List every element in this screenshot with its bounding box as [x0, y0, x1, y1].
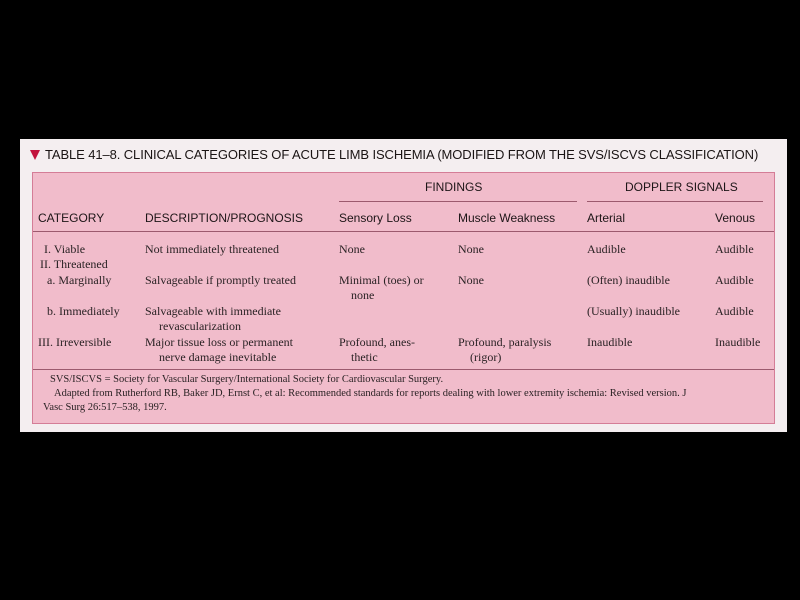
row-3-muscle: None — [458, 273, 484, 287]
category-header: CATEGORY — [38, 211, 105, 225]
row-5-sensory-line2: thetic — [351, 350, 378, 364]
row-4-arterial: (Usually) inaudible — [587, 304, 680, 318]
row-3-sensory-line2: none — [351, 288, 375, 302]
row-1-venous: Audible — [715, 242, 754, 256]
description-header: DESCRIPTION/PROGNOSIS — [145, 211, 304, 225]
table-title-text: TABLE 41–8. CLINICAL CATEGORIES OF ACUTE LIMB ISCHEMIA (MODIFIED FROM THE SVS/ISCVS CLASSIFICATION) — [45, 147, 759, 162]
row-3-venous: Audible — [715, 273, 754, 287]
table-title — [30, 147, 780, 167]
row-5-arterial: Inaudible — [587, 335, 633, 349]
findings-group-header: FINDINGS — [425, 180, 483, 194]
row-3-sensory-line1: Minimal (toes) or — [339, 273, 424, 287]
row-1-description: Not immediately threatened — [145, 242, 279, 256]
row-5-sensory-line1: Profound, anes- — [339, 335, 415, 349]
footer-rule — [33, 369, 774, 370]
row-4-description-line1: Salvageable with immediate — [145, 304, 281, 318]
row-5-description-line2: nerve damage inevitable — [159, 350, 277, 364]
row-2-category: II. Threatened — [40, 257, 108, 271]
arterial-header: Arterial — [587, 211, 626, 225]
footnote-abbreviation: SVS/ISCVS = Society for Vascular Surgery/International Society for Cardiovascular Surgery. — [50, 374, 444, 385]
footnote-source-line2: Vasc Surg 26:517–538, 1997. — [43, 402, 167, 413]
footnote-source-line1: Adapted from Rutherford RB, Baker JD, Ernst C, et al: Recommended standards for reports dealing with lower extremity ischemia: Revised version. J — [54, 388, 687, 399]
triangle-marker-icon — [30, 150, 40, 160]
table-box — [32, 172, 775, 424]
row-5-description-line1: Major tissue loss or permanent — [145, 335, 293, 349]
doppler-underline — [587, 201, 763, 202]
row-1-muscle: None — [458, 242, 484, 256]
row-1-category: I. Viable — [44, 242, 86, 256]
muscle-weakness-header: Muscle Weakness — [458, 211, 556, 225]
row-5-venous: Inaudible — [715, 335, 761, 349]
row-4-description-line2: revascularization — [159, 319, 241, 333]
row-4-category: b. Immediately — [47, 304, 120, 318]
row-1-arterial: Audible — [587, 242, 626, 256]
row-3-category: a. Marginally — [47, 273, 112, 287]
doppler-group-header: DOPPLER SIGNALS — [625, 180, 738, 194]
row-5-muscle-line1: Profound, paralysis — [458, 335, 552, 349]
header-rule — [33, 231, 774, 232]
row-5-category: III. Irreversible — [38, 335, 112, 349]
row-4-venous: Audible — [715, 304, 754, 318]
row-3-arterial: (Often) inaudible — [587, 273, 670, 287]
table-page — [20, 139, 787, 432]
row-1-sensory: None — [339, 242, 365, 256]
findings-underline — [339, 201, 577, 202]
row-5-muscle-line2: (rigor) — [470, 350, 502, 364]
row-3-description: Salvageable if promptly treated — [145, 273, 296, 287]
sensory-loss-header: Sensory Loss — [339, 211, 412, 225]
venous-header: Venous — [715, 211, 756, 225]
